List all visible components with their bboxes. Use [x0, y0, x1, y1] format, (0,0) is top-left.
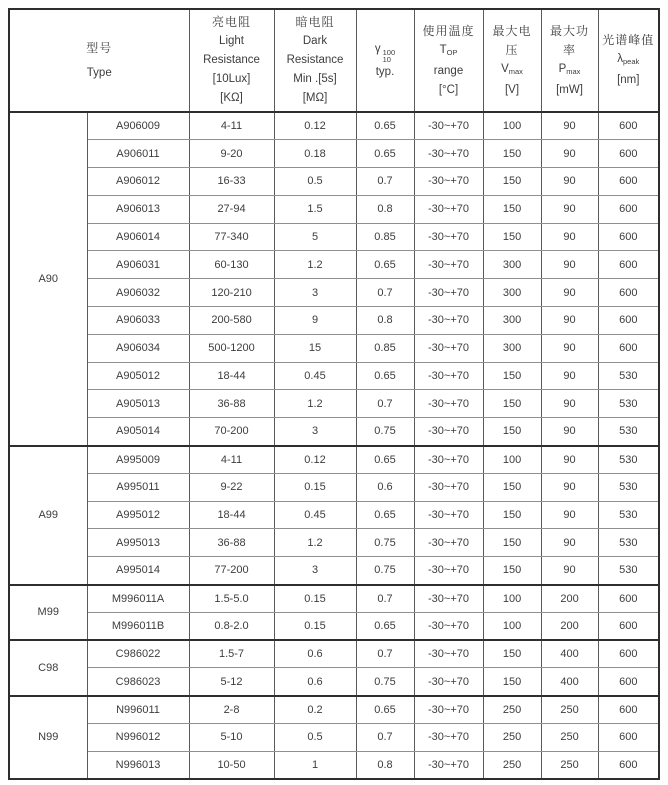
table-row — [9, 612, 659, 640]
gamma-cell: 0.7 — [356, 390, 414, 418]
gamma-cell: 0.85 — [356, 334, 414, 362]
table-row — [9, 195, 659, 223]
spectral-peak-cell: 530 — [598, 529, 659, 557]
gamma-cell: 0.8 — [356, 751, 414, 779]
vmax-cell: 150 — [483, 473, 541, 501]
temp-range-cell: -30~+70 — [414, 362, 483, 390]
vmax-cell: 150 — [483, 418, 541, 446]
vmax-cell: 150 — [483, 390, 541, 418]
type-label-zh: 型号 — [86, 40, 113, 55]
temp-range-cell: -30~+70 — [414, 112, 483, 140]
light-resistance-cell: 5-12 — [189, 668, 274, 696]
part-number-cell: C986022 — [87, 640, 189, 668]
spec-table-header — [9, 9, 659, 112]
vmax-cell: 150 — [483, 362, 541, 390]
temp-range-cell: -30~+70 — [414, 390, 483, 418]
temp-range-cell: -30~+70 — [414, 640, 483, 668]
temp-range-cell: -30~+70 — [414, 418, 483, 446]
table-row — [9, 529, 659, 557]
pmax-cell: 90 — [541, 307, 598, 335]
temp-range-cell: -30~+70 — [414, 557, 483, 585]
col-header-dark-resistance: 暗电阻 Dark Resistance Min .[5s] [MΩ] — [274, 9, 356, 112]
spectral-peak-cell: 600 — [598, 251, 659, 279]
gamma-cell: 0.65 — [356, 140, 414, 168]
light-resistance-cell: 9-20 — [189, 140, 274, 168]
temp-range-cell: -30~+70 — [414, 751, 483, 779]
temp-range-cell: -30~+70 — [414, 279, 483, 307]
table-row — [9, 668, 659, 696]
spectral-peak-cell: 600 — [598, 168, 659, 196]
table-row — [9, 168, 659, 196]
gamma-symbol: γ — [374, 42, 381, 55]
spectral-peak-cell: 600 — [598, 334, 659, 362]
dark-resistance-cell: 3 — [274, 557, 356, 585]
vmax-cell: 150 — [483, 557, 541, 585]
table-row — [9, 696, 659, 724]
part-number-cell: A995009 — [87, 446, 189, 474]
part-number-cell: N996013 — [87, 751, 189, 779]
series-cell: A90 — [9, 112, 87, 446]
spectral-peak-cell: 600 — [598, 724, 659, 752]
temp-range-cell: -30~+70 — [414, 140, 483, 168]
spec-table — [8, 8, 660, 780]
temp-range-cell: -30~+70 — [414, 473, 483, 501]
col-header-spectral-peak: 光谱峰值 $\lambda_{peak}$ [nm] — [598, 9, 659, 112]
vmax-cell: 100 — [483, 446, 541, 474]
part-number-cell: N996011 — [87, 696, 189, 724]
light-resistance-cell: 0.8-2.0 — [189, 612, 274, 640]
col-header-light-resistance: 亮电阻 Light Resistance [10Lux] [KΩ] — [189, 9, 274, 112]
gamma-ratio: 100 10 — [382, 47, 396, 64]
light-resistance-cell: 1.5-5.0 — [189, 585, 274, 613]
gamma-cell: 0.65 — [356, 501, 414, 529]
col-header-vmax: 最大电 压 $V_{max}$ [V] — [483, 9, 541, 112]
light-resistance-cell: 27-94 — [189, 195, 274, 223]
temp-range-cell: -30~+70 — [414, 251, 483, 279]
dark-resistance-cell: 0.15 — [274, 473, 356, 501]
dark-resistance-cell: 0.5 — [274, 168, 356, 196]
gamma-cell: 0.8 — [356, 307, 414, 335]
gamma-cell: 0.7 — [356, 724, 414, 752]
temp-range-cell: -30~+70 — [414, 334, 483, 362]
dark-resistance-cell: 0.6 — [274, 668, 356, 696]
spectral-peak-cell: 600 — [598, 223, 659, 251]
temp-range-cell: -30~+70 — [414, 195, 483, 223]
pmax-cell: 90 — [541, 334, 598, 362]
temp-range-cell: -30~+70 — [414, 501, 483, 529]
vmax-cell: 300 — [483, 279, 541, 307]
gamma-cell: 0.7 — [356, 279, 414, 307]
table-row — [9, 724, 659, 752]
table-row — [9, 501, 659, 529]
dark-resistance-cell: 0.2 — [274, 696, 356, 724]
light-resistance-cell: 9-22 — [189, 473, 274, 501]
part-number-cell: A995014 — [87, 557, 189, 585]
vmax-cell: 150 — [483, 223, 541, 251]
pmax-cell: 90 — [541, 140, 598, 168]
vmax-cell: 250 — [483, 696, 541, 724]
light-resistance-cell: 60-130 — [189, 251, 274, 279]
vmax-cell: 100 — [483, 612, 541, 640]
table-row — [9, 473, 659, 501]
vmax-cell: 300 — [483, 334, 541, 362]
gamma-cell: 0.65 — [356, 251, 414, 279]
pmax-cell: 400 — [541, 640, 598, 668]
spectral-peak-cell: 530 — [598, 501, 659, 529]
dark-resistance-cell: 5 — [274, 223, 356, 251]
gamma-cell: 0.85 — [356, 223, 414, 251]
spectral-peak-cell: 530 — [598, 557, 659, 585]
gamma-cell: 0.75 — [356, 668, 414, 696]
spectral-peak-cell: 600 — [598, 307, 659, 335]
dark-resistance-cell: 0.6 — [274, 640, 356, 668]
table-row — [9, 390, 659, 418]
table-row — [9, 251, 659, 279]
pmax-cell: 200 — [541, 585, 598, 613]
table-row — [9, 446, 659, 474]
vmax-cell: 100 — [483, 112, 541, 140]
pmax-cell: 90 — [541, 223, 598, 251]
series-cell: M99 — [9, 585, 87, 641]
pmax-cell: 90 — [541, 473, 598, 501]
pmax-cell: 200 — [541, 612, 598, 640]
light-resistance-cell: 77-340 — [189, 223, 274, 251]
gamma-cell: 0.6 — [356, 473, 414, 501]
part-number-cell: M996011B — [87, 612, 189, 640]
col-header-temp-range: 使用温度 $T_{OP}$ range [°C] — [414, 9, 483, 112]
col-header-gamma: γ 100 10 typ. — [356, 9, 414, 112]
pmax-cell: 90 — [541, 362, 598, 390]
spectral-peak-cell: 600 — [598, 668, 659, 696]
temp-range-cell: -30~+70 — [414, 668, 483, 696]
pmax-cell: 90 — [541, 195, 598, 223]
spectral-peak-cell: 600 — [598, 140, 659, 168]
pmax-cell: 90 — [541, 446, 598, 474]
table-row — [9, 223, 659, 251]
dark-resistance-cell: 9 — [274, 307, 356, 335]
temp-range-cell: -30~+70 — [414, 585, 483, 613]
pmax-cell: 250 — [541, 696, 598, 724]
gamma-cell: 0.75 — [356, 418, 414, 446]
gamma-cell: 0.8 — [356, 195, 414, 223]
part-number-cell: A905012 — [87, 362, 189, 390]
dark-resistance-cell: 0.12 — [274, 446, 356, 474]
table-row — [9, 418, 659, 446]
dark-resistance-cell: 1.2 — [274, 390, 356, 418]
table-row — [9, 640, 659, 668]
spectral-peak-cell: 600 — [598, 195, 659, 223]
vmax-cell: 150 — [483, 501, 541, 529]
light-resistance-cell: 4-11 — [189, 112, 274, 140]
light-resistance-cell: 36-88 — [189, 529, 274, 557]
vmax-cell: 100 — [483, 585, 541, 613]
pmax-cell: 90 — [541, 557, 598, 585]
pmax-cell: 90 — [541, 112, 598, 140]
dark-resistance-cell: 15 — [274, 334, 356, 362]
pmax-cell: 90 — [541, 418, 598, 446]
light-resistance-cell: 18-44 — [189, 501, 274, 529]
light-resistance-cell: 500-1200 — [189, 334, 274, 362]
dark-resistance-cell: 0.45 — [274, 501, 356, 529]
dark-resistance-cell: 1.2 — [274, 251, 356, 279]
temp-range-cell: -30~+70 — [414, 307, 483, 335]
table-row — [9, 307, 659, 335]
pmax-cell: 90 — [541, 501, 598, 529]
part-number-cell: A906013 — [87, 195, 189, 223]
pmax-cell: 250 — [541, 751, 598, 779]
part-number-cell: A995013 — [87, 529, 189, 557]
part-number-cell: C986023 — [87, 668, 189, 696]
gamma-cell: 0.65 — [356, 112, 414, 140]
light-resistance-cell: 5-10 — [189, 724, 274, 752]
part-number-cell: A995011 — [87, 473, 189, 501]
table-row — [9, 334, 659, 362]
table-row — [9, 585, 659, 613]
pmax-cell: 90 — [541, 168, 598, 196]
spectral-peak-cell: 600 — [598, 640, 659, 668]
gamma-cell: 0.7 — [356, 585, 414, 613]
series-cell: A99 — [9, 446, 87, 585]
dark-resistance-cell: 1.5 — [274, 195, 356, 223]
spectral-peak-cell: 600 — [598, 279, 659, 307]
part-number-cell: M996011A — [87, 585, 189, 613]
part-number-cell: A906012 — [87, 168, 189, 196]
light-resistance-cell: 4-11 — [189, 446, 274, 474]
temp-range-cell: -30~+70 — [414, 223, 483, 251]
gamma-cell: 0.65 — [356, 446, 414, 474]
dark-resistance-cell: 0.18 — [274, 140, 356, 168]
gamma-cell: 0.65 — [356, 362, 414, 390]
light-resistance-cell: 1.5-7 — [189, 640, 274, 668]
vmax-cell: 150 — [483, 140, 541, 168]
temp-range-cell: -30~+70 — [414, 446, 483, 474]
light-resistance-cell: 77-200 — [189, 557, 274, 585]
series-cell: N99 — [9, 696, 87, 779]
vmax-cell: 150 — [483, 668, 541, 696]
pmax-cell: 90 — [541, 529, 598, 557]
part-number-cell: A906009 — [87, 112, 189, 140]
table-row — [9, 557, 659, 585]
vmax-cell: 150 — [483, 640, 541, 668]
light-resistance-cell: 70-200 — [189, 418, 274, 446]
col-header-pmax: 最大功 率 $P_{max}$ [mW] — [541, 9, 598, 112]
light-resistance-cell: 16-33 — [189, 168, 274, 196]
part-number-cell: A905013 — [87, 390, 189, 418]
type-label-en: Type — [86, 66, 112, 79]
header-row — [9, 9, 659, 112]
part-number-cell: N996012 — [87, 724, 189, 752]
temp-range-cell: -30~+70 — [414, 724, 483, 752]
dark-resistance-cell: 1.2 — [274, 529, 356, 557]
light-resistance-cell: 18-44 — [189, 362, 274, 390]
part-number-cell: A906034 — [87, 334, 189, 362]
spectral-peak-cell: 600 — [598, 696, 659, 724]
gamma-cell: 0.65 — [356, 696, 414, 724]
light-resistance-cell: 200-580 — [189, 307, 274, 335]
spectral-peak-cell: 530 — [598, 390, 659, 418]
gamma-cell: 0.65 — [356, 612, 414, 640]
dark-resistance-cell: 3 — [274, 418, 356, 446]
table-row — [9, 279, 659, 307]
dark-resistance-cell: 0.12 — [274, 112, 356, 140]
spectral-peak-cell: 600 — [598, 612, 659, 640]
vmax-cell: 250 — [483, 724, 541, 752]
temp-range-cell: -30~+70 — [414, 529, 483, 557]
vmax-cell: 150 — [483, 529, 541, 557]
part-number-cell: A906011 — [87, 140, 189, 168]
pmax-cell: 90 — [541, 390, 598, 418]
table-row — [9, 140, 659, 168]
spectral-peak-cell: 530 — [598, 418, 659, 446]
vmax-cell: 300 — [483, 307, 541, 335]
pmax-cell: 250 — [541, 724, 598, 752]
light-resistance-cell: 10-50 — [189, 751, 274, 779]
light-resistance-cell: 2-8 — [189, 696, 274, 724]
vmax-cell: 250 — [483, 751, 541, 779]
pmax-cell: 90 — [541, 279, 598, 307]
vmax-cell: 150 — [483, 168, 541, 196]
spectral-peak-cell: 530 — [598, 473, 659, 501]
dark-resistance-cell: 0.15 — [274, 585, 356, 613]
temp-range-cell: -30~+70 — [414, 168, 483, 196]
series-cell: C98 — [9, 640, 87, 696]
spectral-peak-cell: 600 — [598, 112, 659, 140]
vmax-cell: 300 — [483, 251, 541, 279]
table-row — [9, 751, 659, 779]
temp-range-cell: -30~+70 — [414, 696, 483, 724]
gamma-cell: 0.75 — [356, 557, 414, 585]
spectral-peak-cell: 600 — [598, 751, 659, 779]
temp-range-cell: -30~+70 — [414, 612, 483, 640]
part-number-cell: A906014 — [87, 223, 189, 251]
table-row — [9, 112, 659, 140]
gamma-cell: 0.7 — [356, 168, 414, 196]
part-number-cell: A906031 — [87, 251, 189, 279]
light-resistance-cell: 120-210 — [189, 279, 274, 307]
pmax-cell: 400 — [541, 668, 598, 696]
col-header-type — [9, 9, 189, 112]
vmax-cell: 150 — [483, 195, 541, 223]
spec-table-body — [9, 112, 659, 779]
gamma-cell: 0.75 — [356, 529, 414, 557]
part-number-cell: A906033 — [87, 307, 189, 335]
dark-resistance-cell: 0.15 — [274, 612, 356, 640]
dark-resistance-cell: 3 — [274, 279, 356, 307]
spectral-peak-cell: 600 — [598, 585, 659, 613]
part-number-cell: A995012 — [87, 501, 189, 529]
spectral-peak-cell: 530 — [598, 446, 659, 474]
gamma-cell: 0.7 — [356, 640, 414, 668]
light-resistance-cell: 36-88 — [189, 390, 274, 418]
part-number-cell: A906032 — [87, 279, 189, 307]
table-row — [9, 362, 659, 390]
part-number-cell: A905014 — [87, 418, 189, 446]
pmax-cell: 90 — [541, 251, 598, 279]
dark-resistance-cell: 0.5 — [274, 724, 356, 752]
dark-resistance-cell: 1 — [274, 751, 356, 779]
spectral-peak-cell: 530 — [598, 362, 659, 390]
dark-resistance-cell: 0.45 — [274, 362, 356, 390]
